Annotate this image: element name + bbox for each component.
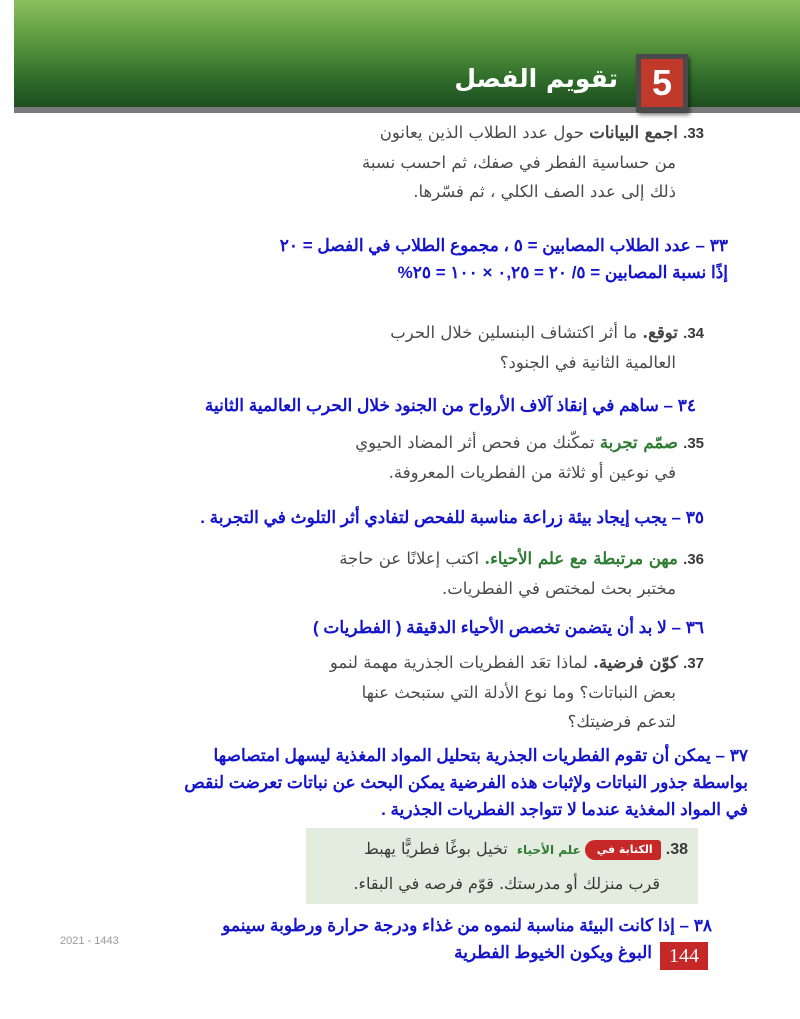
question-line: في نوعين أو ثلاثة من الفطريات المعروفة.	[388, 463, 676, 482]
question-line: لتدعم فرضيتك؟	[567, 712, 676, 731]
question-number: 37.	[683, 655, 704, 672]
writing-in-tag: الكتابة في	[585, 840, 661, 860]
question-line: تخيل بوغًا فطريًّا يهبط	[364, 839, 508, 858]
question-line: ذلك إلى عدد الصف الكلي ، ثم فسّرها.	[413, 182, 676, 201]
chapter-number-badge	[636, 54, 688, 112]
answer-line: بواسطة جذور النباتات ولإثبات هذه الفرضية يمكن البحث عن نباتات تعرضت لنقص	[184, 773, 748, 792]
chapter-title: تقويم الفصل	[454, 64, 618, 93]
question-keyword: كوّن فرضية.	[593, 653, 678, 672]
answer-line: في المواد المغذية عندما لا تتواجد الفطريات الجذرية .	[381, 800, 748, 819]
question-line: قرب منزلك أو مدرستك. قوّم فرصه في البقاء.	[353, 874, 660, 893]
answer-line: ٣٣ – عدد الطلاب المصابين = ٥ ، مجموع الطلاب في الفصل = ٢٠	[279, 236, 728, 255]
question-33	[304, 118, 704, 206]
question-line: مختبر بحث لمختص في الفطريات.	[441, 579, 676, 598]
answer-34: ٣٤ – ساهم في إنقاذ آلاف الأرواح من الجنود خلال الحرب العالمية الثانية	[204, 396, 696, 415]
question-35	[304, 428, 704, 487]
question-keyword: توقع.	[642, 323, 678, 342]
answer-33	[88, 232, 728, 286]
answer-35: ٣٥ – يجب إيجاد بيئة زراعة مناسبة للفحص لتفادي أثر التلوث في التجربة .	[200, 508, 704, 527]
question-line: اكتب إعلانًا عن حاجة	[339, 549, 480, 568]
question-38	[308, 832, 688, 900]
page-number: 144	[660, 942, 708, 970]
question-number: 33.	[683, 125, 704, 142]
answer-37	[28, 742, 748, 823]
question-line: بعض النباتات؟ وما نوع الأدلة التي ستبحث عنها	[361, 683, 676, 702]
answer-36: ٣٦ – لا بد أن يتضمن تخصص الأحياء الدقيقة ( الفطريات )	[313, 618, 704, 637]
answer-line: إذًا نسبة المصابين = ٥/ ٢٠ = ٠,٢٥ × ١٠٠ = ٢٥%	[397, 263, 728, 282]
question-line: لماذا تعَد الفطريات الجذرية مهمة لنمو	[329, 653, 588, 672]
chapter-number: 5	[641, 59, 683, 107]
question-line: حول عدد الطلاب الذين يعانون	[379, 123, 585, 142]
question-line: ما أثر اكتشاف البنسلين خلال الحرب	[390, 323, 638, 342]
question-line: تمكّنك من فحص أثر المضاد الحيوي	[355, 433, 595, 452]
question-number: 38.	[665, 841, 688, 858]
question-keyword: مهن مرتبطة مع علم الأحياء.	[484, 549, 678, 568]
answer-line: ٣٨ – إذا كانت البيئة مناسبة لنموه من غذاء ودرجة حرارة ورطوبة سينمو	[222, 916, 712, 935]
answer-line: البوغ ويكون الخيوط الفطرية	[454, 943, 652, 962]
question-number: 34.	[683, 325, 704, 342]
answer-line: ٣٧ – يمكن أن تقوم الفطريات الجذرية بتحليل المواد المغذية ليسهل امتصاصها	[213, 746, 748, 765]
question-number: 35.	[683, 435, 704, 452]
question-37	[274, 648, 704, 736]
question-line: من حساسية الفطر في صفك، ثم احسب نسبة	[362, 153, 676, 172]
question-36	[284, 544, 704, 603]
question-34	[304, 318, 704, 377]
question-line: العالمية الثانية في الجنود؟	[499, 353, 676, 372]
answer-38	[92, 912, 712, 966]
edition-year: 2021 - 1443	[60, 935, 119, 947]
question-keyword: صمّم تجربة	[599, 433, 678, 452]
biology-tag: علم الأحياء	[516, 843, 581, 857]
question-keyword: اجمع البيانات	[589, 123, 678, 142]
question-number: 36.	[683, 551, 704, 568]
